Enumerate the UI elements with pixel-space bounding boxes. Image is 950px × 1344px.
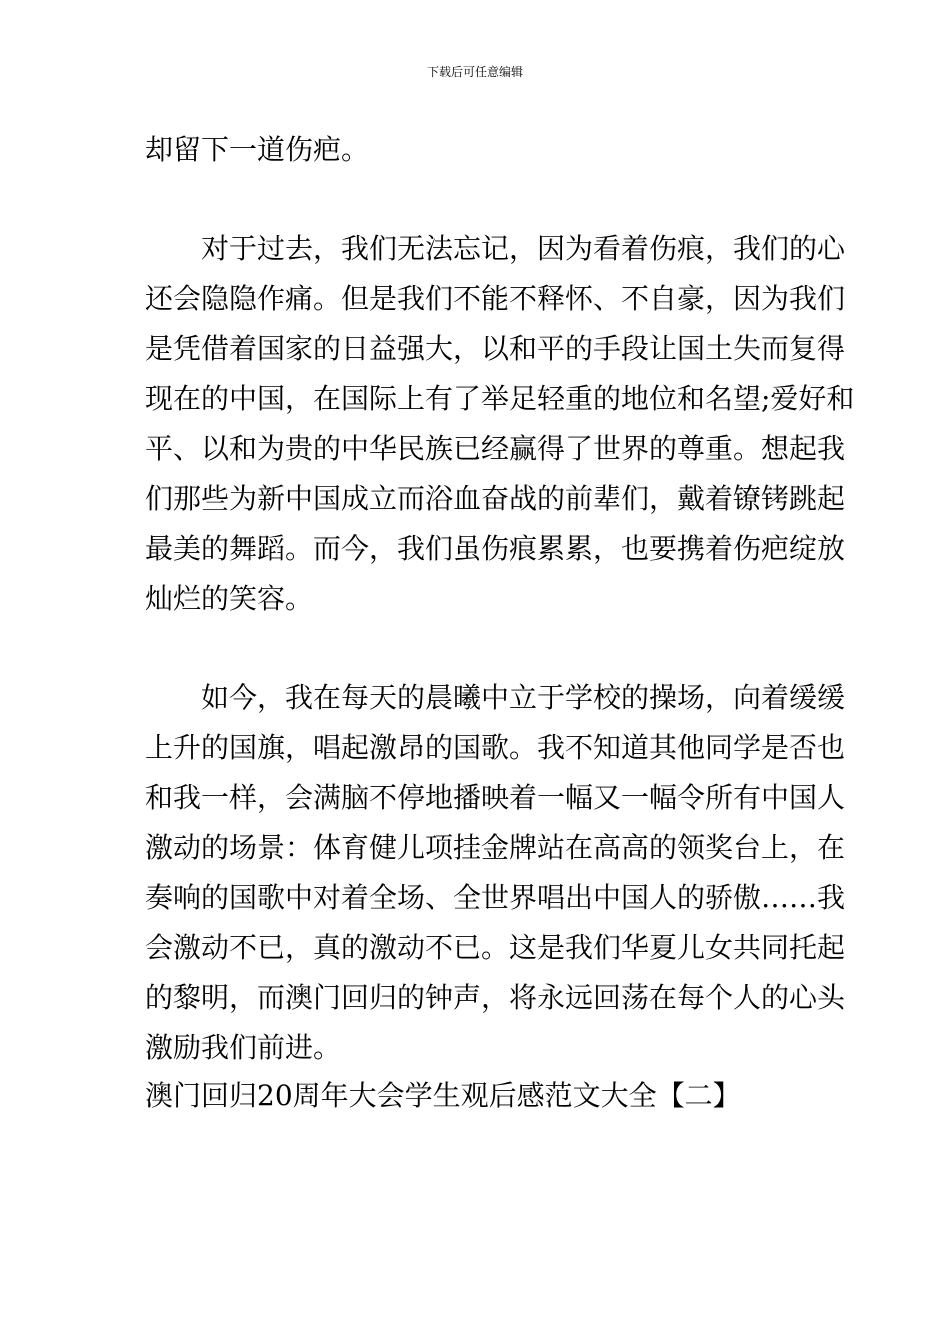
text-line: 最美的舞蹈。而今，我们虽伤痕累累，也要携着伤疤绽放 [145,532,846,565]
text-line: 灿烂的笑容。 [145,582,314,615]
text-line: 的黎明，而澳门回归的钟声，将永远回荡在每个人的心头 [145,981,846,1014]
text-line: 激励我们前进。 [145,1031,342,1064]
text-line: 对于过去，我们无法忘记，因为看着伤痕，我们的心 [145,232,846,265]
text-line: 现在的中国，在国际上有了举足轻重的地位和名望;爱好和 [145,382,855,415]
text-line: 如今，我在每天的晨曦中立于学校的操场，向着缓缓 [145,681,846,714]
text-line: 平、以和为贵的中华民族已经赢得了世界的尊重。想起我 [145,432,846,465]
text-line: 是凭借着国家的日益强大，以和平的手段让国土失而复得 [145,332,846,365]
text-line: 奏响的国歌中对着全场、全世界唱出中国人的骄傲……我 [145,881,846,914]
text-line: 还会隐隐作痛。但是我们不能不释怀、不自豪，因为我们 [145,282,846,315]
text-line: 上升的国旗，唱起激昂的国歌。我不知道其他同学是否也 [145,731,846,764]
text-line: 却留下一道伤疤。 [145,133,370,166]
text-line: 会激动不已，真的激动不已。这是我们华夏儿女共同托起 [145,931,846,964]
text-line: 和我一样，会满脑不停地播映着一幅又一幅令所有中国人 [145,781,846,814]
page-header: 下载后可任意编辑 [426,65,523,79]
text-line: 们那些为新中国成立而浴血奋战的前辈们，戴着镣铐跳起 [145,482,846,515]
text-line: 激动的场景：体育健儿项挂金牌站在高高的领奖台上，在 [145,831,846,864]
section-heading: 澳门回归20周年大会学生观后感范文大全【二】 [145,1079,741,1112]
